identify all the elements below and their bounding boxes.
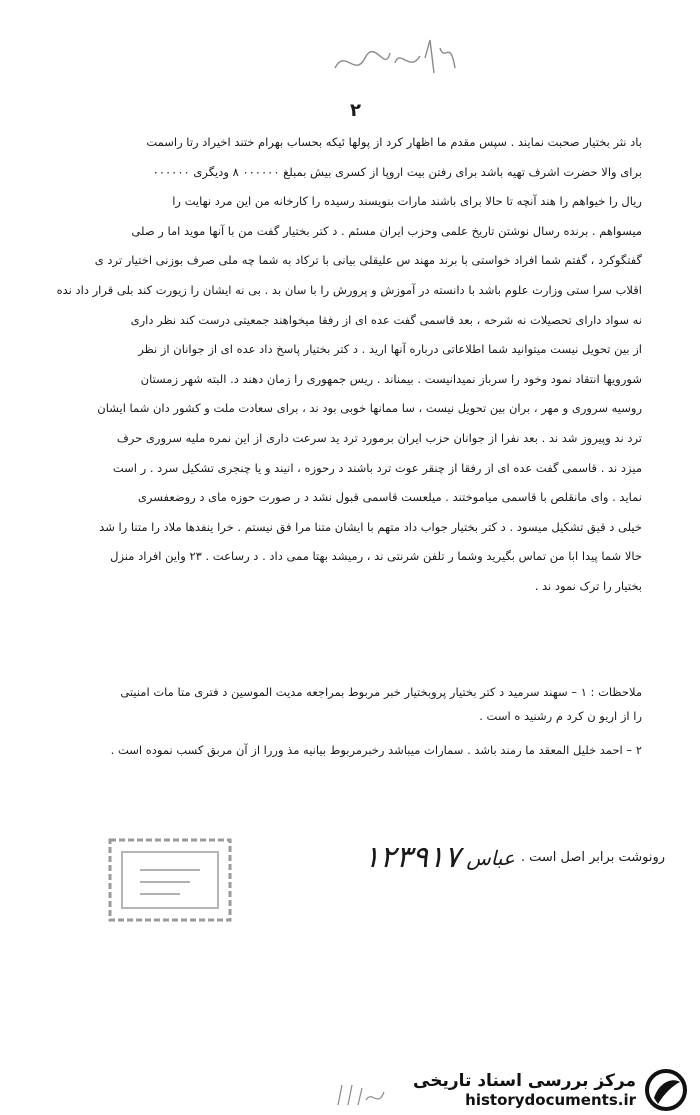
copy-certification: [364, 840, 665, 875]
document-body: [42, 128, 642, 602]
body-line: شورویها انتقاد نمود وخود را سرباز نمیدانیست . بیمناند . ریس جمهوری را زمان دهند د. البته شهر زمستان: [140, 371, 642, 386]
copy-label: رونوشت برابر اصل است .: [520, 850, 665, 865]
body-line: اقلاب سرا ستی وزارت علوم باشد با دانسته در آموزش و پرورش را با سان بد . بی نه ایشان را زیورت کند بلی قرار داد نده: [56, 282, 642, 297]
body-line: ریال را خیواهم را هند آنچه تا حالا برای باشند مارات بنویسند رسیده را کارخانه من این مرد نهایت را: [172, 194, 642, 209]
body-line: حالا شما پیدا ابا من تماس بگیرید وشما ر تلفن شرنتی ند ، رمیشد بهتا ممی داد . د رساعت . ۲۳ واین افراد منزل: [110, 549, 642, 564]
copy-signature: عباس: [466, 845, 515, 870]
archive-watermark: [413, 1068, 688, 1112]
body-line: گفتگوکرد ، گفتم شما افراد خواستی با برند مهند س علیقلی بیانی با ترکاد به شما چه ملی صرف بوزنی اختیار ترد ی: [94, 253, 642, 268]
bottom-scribble-mark: [330, 1080, 390, 1110]
body-line: روسیه سروری و مهر ، بران بین تحویل نیست ، سا ممانها خوبی بود ند ، برای سعادت ملت و کشور دان شما ایشان: [97, 401, 642, 416]
notes-section: [42, 680, 642, 762]
faint-stamp: [90, 820, 250, 940]
note-1-line-2: را از اریو ن کرد م رشنید ه است .: [479, 709, 642, 723]
body-line: برای والا حضرت اشرف تهیه باشد برای رفتن بیت اروپا از کسری بیش بمبلغ ۰۰۰۰۰۰ ۸ ودیگری ۰۰۰۰۰۰: [152, 164, 642, 179]
body-line: نماید . وای مانقلص با قاسمی میاموختند . میلعست قاسمی قبول نشد د ر صورت حوزه مای د روضعفسری: [137, 490, 642, 505]
body-line: باد نثر بختیار صحبت نمایند . سپس مقدم ما اظهار کرد از پولها ئیکه بحساب بهرام ختند اخیراد رتا راسمت: [146, 135, 642, 149]
copy-number: ۱۲۳۹۱۷: [363, 840, 461, 875]
archive-logo-icon: [644, 1068, 688, 1112]
stamp-content-text: faint rectangular stamp: [90, 820, 103, 821]
note-2: ۲ – احمد خلیل المعقد ما رمند باشد . سمارات میباشد رخبرمربوط بیانیه مذ وررا از آن مربق کسب نموده است .: [110, 743, 642, 757]
body-line: میزد ند . قاسمی گفت عده ای از رفقا از چنقر عوت ترد باشند د رحوزه ، انیند و یا چنجری تشکیل سرد . ر است: [112, 460, 642, 475]
body-last-line: بختیار را ترک نمود ند .: [534, 578, 642, 593]
header-handwriting-mark: [330, 28, 460, 88]
body-line: نه سواد دارای تحصیلات نه شرحه ، بعد قاسمی گفت عده ای از رفقا میخواهند جمعیتی درست کند نظر داری: [130, 312, 642, 327]
page-number: ۲: [350, 100, 361, 121]
body-line: از بین تحویل نیست میتوانید شما اطلاعاتی درباره آنها ارید . د کتر بختیار پاسخ داد عده ای از جوانان از نظر: [138, 342, 642, 357]
body-line: میسواهم . برنده رسال نوشتن تاریخ علمی وحزب ایران مسئم . د کتر بختیار گفت من با آنها موید اما ر صلی: [131, 223, 642, 238]
watermark-url: historydocuments.ir: [465, 1091, 636, 1109]
note-1-line-1: ملاحظات : ۱ – سهند سرمید د کتر بختیار پروبختیار خبر مربوط بمراجعه مدیت الموسین د فتری متا مات امنیتی: [120, 685, 642, 699]
body-line: ترد ند وپیروز شد ند . بعد نفرا از جوانان حزب ایران برمورد ترد ید سرعت داری از این نمره ملیه سروری حرف: [116, 430, 642, 445]
body-line: خیلی د قیق تشکیل میسود . د کتر بختیار جواب داد متهم با ایشان متنا مرا فق نیستم . خرا ینفدها ملاد را متنا را شد: [99, 519, 642, 534]
watermark-org-name: مرکز بررسی اسناد تاریخی: [413, 1071, 636, 1091]
